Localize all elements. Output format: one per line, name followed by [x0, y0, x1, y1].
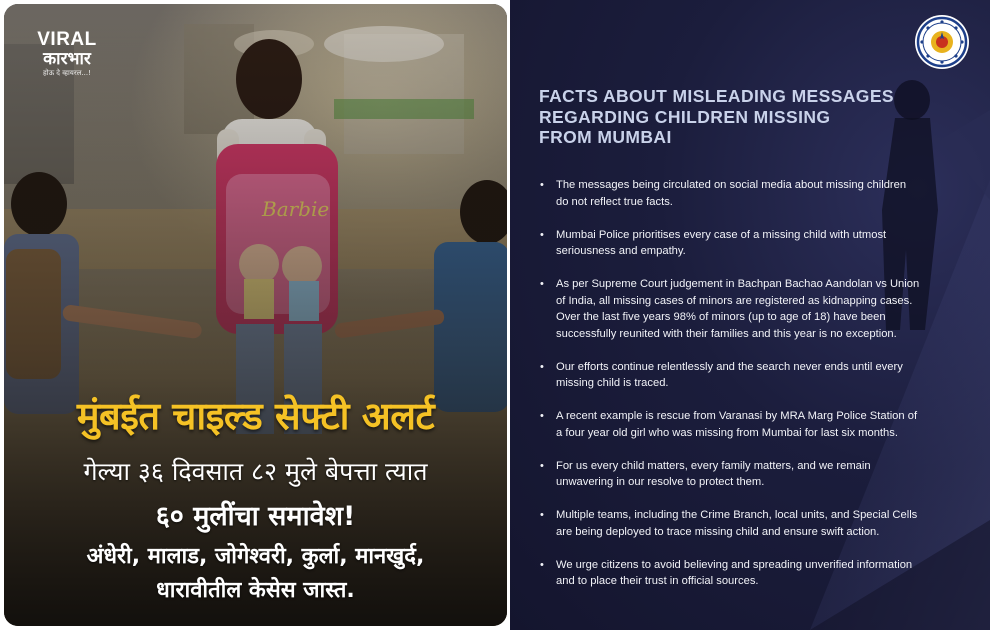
fact-item-6	[538, 458, 968, 491]
bullet-icon: •	[540, 228, 544, 241]
facts-title	[539, 86, 919, 148]
poster-subline-3: अंधेरी, मालाड, जोगेश्वरी, कुर्ला, मानखुर्द,	[86, 544, 425, 569]
poster-headline: मुंबईत चाइल्ड सेफ्टी अलर्ट	[76, 394, 435, 438]
bullet-icon: •	[540, 410, 544, 422]
logo-line-2: कारभार	[43, 49, 91, 69]
fact-item-7	[538, 507, 968, 540]
fact-item-5	[538, 408, 968, 441]
fact-line: do not reflect true facts.	[556, 195, 673, 208]
fact-line: successfully reunited with their families and this year is no exception.	[556, 327, 897, 340]
fact-line: Mumbai Police prioritises every case of a missing child with utmost	[556, 228, 887, 241]
fact-item-8	[538, 557, 968, 590]
bullet-icon: •	[540, 278, 544, 290]
fact-line: The messages being circulated on social media about missing children	[556, 179, 907, 191]
left-poster	[4, 4, 507, 626]
fact-item-3	[538, 276, 968, 342]
fact-line: Multiple teams, including the Crime Branch, local units, and Special Cells	[556, 509, 918, 521]
fact-line: For us every child matters, every family matters, and we remain	[556, 459, 871, 472]
bullet-icon: •	[540, 360, 544, 373]
fact-line: We urge citizens to avoid believing and spreading unverified information	[556, 558, 913, 571]
poster-subline-1: गेल्या ३६ दिवसात ८२ मुले बेपत्ता त्यात	[83, 457, 428, 486]
facts-title-line-3: FROM MUMBAI	[539, 127, 672, 147]
bullet-icon: •	[540, 558, 544, 571]
fact-line: a four year old girl who was missing from Mumbai for last six months.	[556, 426, 898, 439]
logo-line-1: VIRAL	[37, 29, 97, 50]
fact-line: As per Supreme Court judgement in Bachpan Bachao Aandolan vs Union	[556, 278, 920, 290]
fact-line: unwavering in our resolve to protect them.	[556, 476, 765, 488]
fact-line: missing child is traced.	[556, 377, 669, 389]
facts-panel	[510, 0, 990, 630]
fact-line: of India, all missing cases of minors are registered as kidnapping cases.	[556, 294, 913, 307]
mumbai-police-emblem-icon	[914, 14, 970, 70]
facts-list	[538, 177, 968, 606]
fact-item-4	[538, 359, 968, 392]
logo-tagline: होऊ दे व्हायरल...!	[43, 69, 91, 77]
viral-karbhar-logo	[26, 30, 108, 82]
fact-item-2	[538, 227, 968, 260]
fact-item-1	[538, 177, 968, 210]
fact-line: A recent example is rescue from Varanasi by MRA Marg Police Station of	[556, 410, 918, 422]
fact-line: are being deployed to trace missing child and ensure swift action.	[556, 525, 880, 538]
fact-line: Our efforts continue relentlessly and the search never ends until every	[556, 360, 903, 373]
bullet-icon: •	[540, 179, 544, 191]
poster-subline-2: ६० मुलींचा समावेश!	[155, 501, 356, 532]
fact-line: seriousness and empathy.	[556, 245, 686, 257]
facts-title-line-2: REGARDING CHILDREN MISSING	[539, 106, 831, 127]
facts-title-line-1: FACTS ABOUT MISLEADING MESSAGES	[539, 86, 894, 106]
bullet-icon: •	[540, 509, 544, 521]
bullet-icon: •	[540, 459, 544, 472]
poster-subline-4: धारावीतील केसेस जास्त.	[156, 578, 355, 603]
fact-line: and to place their trust in official sources.	[556, 575, 759, 587]
fact-line: Over the last five years 98% of minors (up to age of 18) have been	[556, 311, 886, 323]
